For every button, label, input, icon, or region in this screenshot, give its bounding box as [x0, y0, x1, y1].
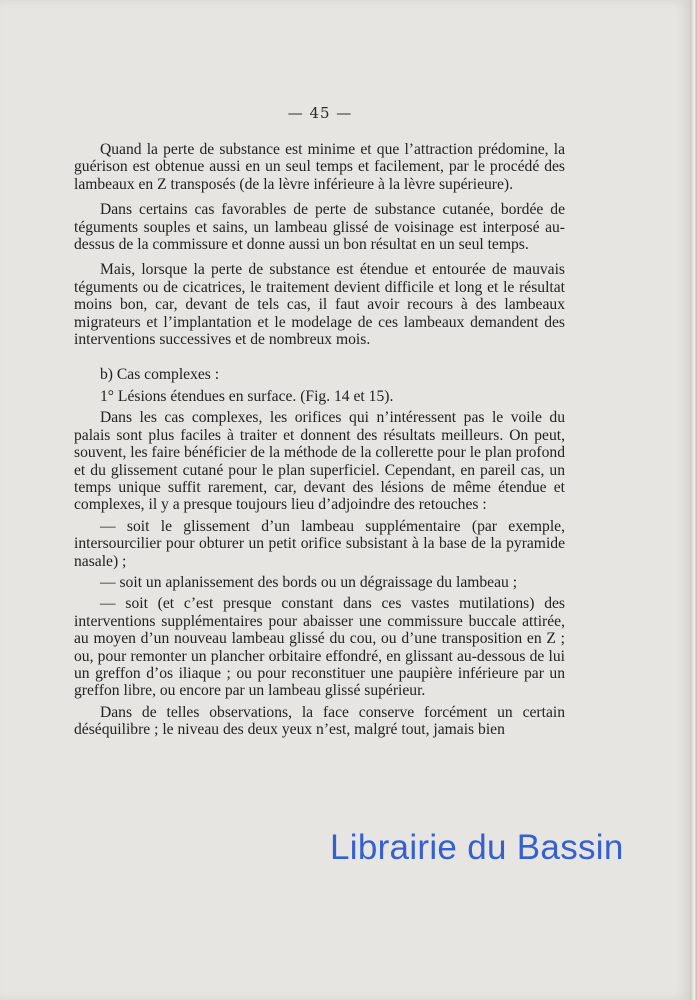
paragraph-5: Dans de telles observations, la face conserve forcément un certain déséquilibre ; le niveau des deux yeux n’est, malgré tout, jamais bien [74, 703, 565, 739]
list-item-2: — soit un aplanissement des bords ou un dégraissage du lambeau ; [100, 573, 518, 591]
paragraph-2: Dans certains cas favorables de perte de substance cutanée, bordée de téguments souples et sains, un lambeau glissé de voisinage est interposé au-dessus de la commissure et donne aussi un bon résultat en un seul temps. [74, 201, 565, 254]
paragraph-4: Dans les cas complexes, les orifices qui n’intéressent pas le voile du palais sont plus faciles à traiter et donnent des résultats meilleurs. On peut, souvent, les faire bénéficier de la méthode de la collerette pour le plan profond et du glissement cutané pour le plan superficiel. Cependant, en pareil cas, un temps unique suffit rarement, car, devant des lésions de même étendue et complexes, il y a presque toujours lieu d’adjoindre des retouches : [74, 409, 565, 514]
page-number: — 45 — [287, 104, 353, 122]
subsection-heading-lesions: 1° Lésions étendues en surface. (Fig. 14 et 15). [100, 387, 394, 405]
list-item-1: — soit le glissement d’un lambeau supplémentaire (par exemple, intersourcilier pour obturer un petit orifice subsistant à la base de la pyramide nasale) ; [74, 517, 565, 570]
paragraph-1: Quand la perte de substance est minime et que l’attraction prédomine, la guérison est obtenue aussi en un seul temps et facilement, par le procédé des lambeaux en Z transposés (de la lèvre inférieure à la lèvre supérieure). [74, 141, 565, 193]
paragraph-3: Mais, lorsque la perte de substance est étendue et entourée de mauvais téguments ou de cicatrices, le traitement devient difficile et long et le résultat moins bon, car, devant de tels cas, il faut avoir recours à des lambeaux migrateurs et l’implantation et le modelage de ces lambeaux demandent des interventions successives et de nombreux mois. [74, 261, 565, 349]
watermark-text: Librairie du Bassin [330, 828, 624, 867]
page-edge [690, 0, 697, 1000]
list-item-3: — soit (et c’est presque constant dans ces vastes mutilations) des interventions supplémentaires pour abaisser une commissure buccale attirée, au moyen d’un nouveau lambeau glissé du cou, ou d’une transposition en Z ; ou, pour remonter un plancher orbitaire effondré, en glissant au-dessous de lui un greffon d’os iliaque ; ou pour reconstituer une paupière inférieure par un greffon libre, ou encore par un lambeau glissé supérieur. [74, 595, 565, 700]
section-heading-complex-cases: b) Cas complexes : [100, 366, 220, 384]
body-text [74, 141, 565, 739]
